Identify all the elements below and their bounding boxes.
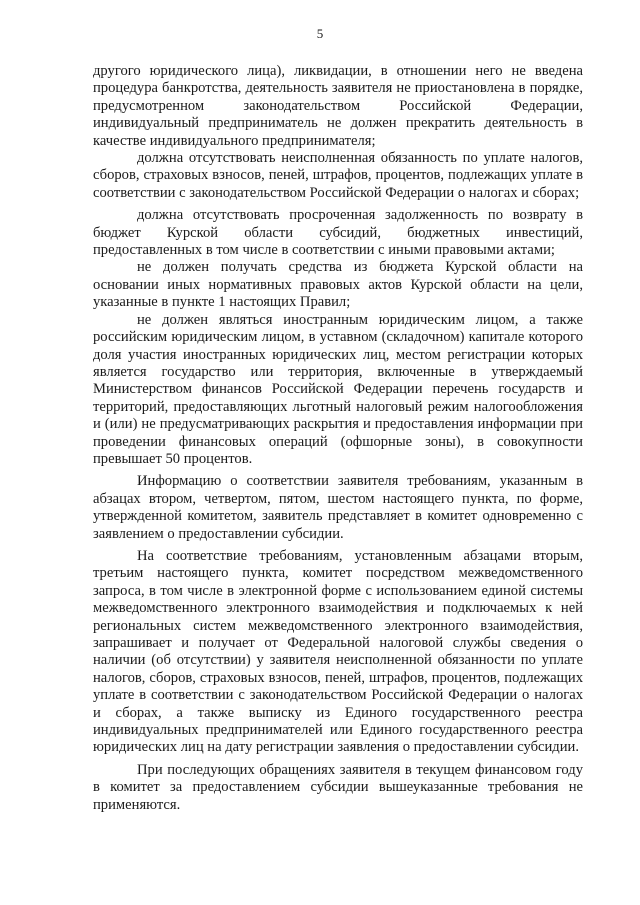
paragraph-8: При последующих обращениях заявителя в текущем финансовом году в комитет за предоставлением субсидии вышеуказанные требования не применяются.: [93, 761, 583, 813]
paragraph-4: не должен получать средства из бюджета Курской области на основании иных нормативных правовых актов Курской области на цели, указанные в пункте 1 настоящих Правил;: [93, 259, 583, 311]
paragraph-5: не должен являться иностранным юридическим лицом, а также российским юридическим лицом, в уставном (складочном) капитале которого доля участия иностранных юридических лиц, местом регистрации которых является государство или территория, включенные в утверждаемый Министерством финансов Российской Федерации перечень государств и территорий, предоставляющих льготный налоговый режим налогообложения и (или) не предусматривающих раскрытия и предоставления информации при проведении финансовых операций (офшорные зоны), в совокупности превышает 50 процентов.: [93, 311, 583, 467]
paragraph-6: Информацию о соответствии заявителя требованиям, указанным в абзацах втором, четвертом, пятом, шестом настоящего пункта, по форме, утвержденной комитетом, заявитель представляет в комитет одновременно с заявлением о предоставлении субсидии.: [93, 473, 583, 542]
document-body: [93, 63, 583, 814]
paragraph-1: другого юридического лица), ликвидации, в отношении него не введена процедура банкротства, деятельность заявителя не приостановлена в порядке, предусмотренном законодательством Российской Федерации, индивидуальный предприниматель не должен прекратить деятельность в качестве индивидуального предпринимателя;: [93, 63, 583, 149]
page-number: 5: [316, 26, 324, 41]
paragraph-7: На соответствие требованиям, установленным абзацами вторым, третьим настоящего пункта, комитет посредством межведомственного запроса, в том числе в электронной форме с использованием единой системы межведомственного электронного взаимодействия и подключаемых к ней региональных систем межведомственного электронного взаимодействия, запрашивает и получает от Федеральной налоговой службы сведения о наличии (об отсутствии) у заявителя неисполненной обязанности по уплате налогов, сборов, страховых взносов, пеней, штрафов, процентов, подлежащих уплате в соответствии с законодательством Российской Федерации о налогах и сборах, а также выписку из Единого государственного реестра индивидуальных предпринимателей или Единого государственного реестра юридических лиц на дату регистрации заявления о предоставлении субсидии.: [93, 547, 583, 756]
paragraph-3: должна отсутствовать просроченная задолженность по возврату в бюджет Курской области субсидий, бюджетных инвестиций, предоставленных в том числе в соответствии с иными правовыми актами;: [93, 207, 583, 259]
paragraph-2: должна отсутствовать неисполненная обязанность по уплате налогов, сборов, страховых взносов, пеней, штрафов, процентов, подлежащих уплате в соответствии с законодательством Российской Федерации о налогах и сборах;: [93, 150, 583, 201]
